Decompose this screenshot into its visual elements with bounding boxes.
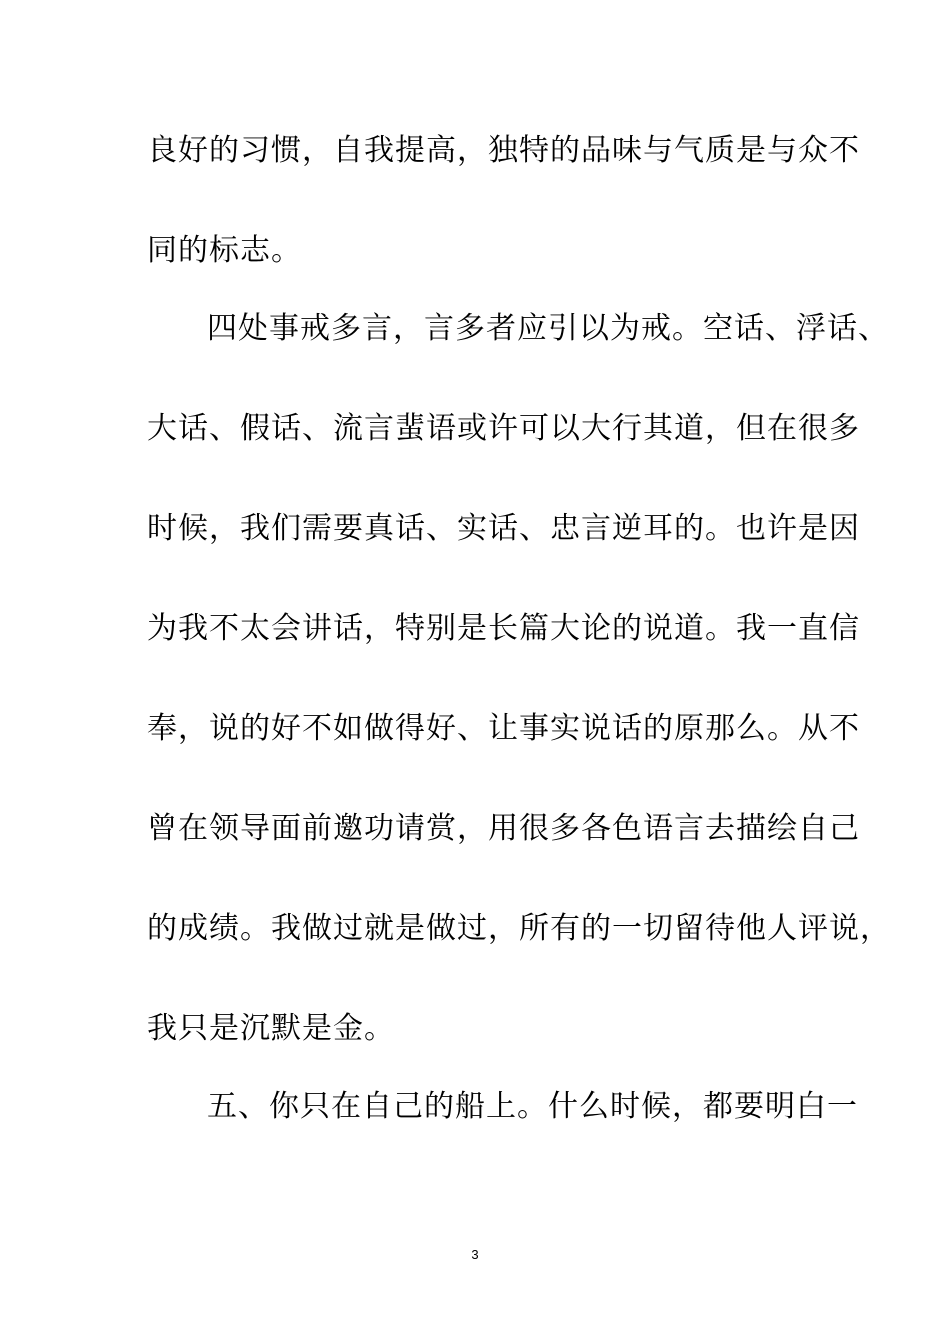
- paragraph-line: 大话、假话、流言蜚语或许可以大行其道，但在很多: [147, 411, 860, 446]
- page-number: 3: [471, 1247, 479, 1262]
- paragraph-line: 良好的习惯，自我提高，独特的品味与气质是与众不: [147, 133, 860, 168]
- paragraph-line: 时候，我们需要真话、实话、忠言逆耳的。也许是因: [147, 511, 860, 546]
- paragraph-line: 五、你只在自己的船上。什么时候，都要明白一: [207, 1089, 858, 1124]
- paragraph-line: 同的标志。: [147, 233, 302, 268]
- paragraph-line: 曾在领导面前邀功请赏，用很多各色语言去描绘自己: [147, 811, 860, 846]
- paragraph-line: 我只是沉默是金。: [147, 1011, 395, 1046]
- paragraph-line: 奉，说的好不如做得好、让事实说话的原那么。从不: [147, 711, 860, 746]
- paragraph-line: 为我不太会讲话，特别是长篇大论的说道。我一直信: [147, 611, 860, 646]
- paragraph-line: 四处事戒多言，言多者应引以为戒。空话、浮话、: [207, 311, 889, 346]
- paragraph-line: 的成绩。我做过就是做过，所有的一切留待他人评说，: [147, 911, 891, 946]
